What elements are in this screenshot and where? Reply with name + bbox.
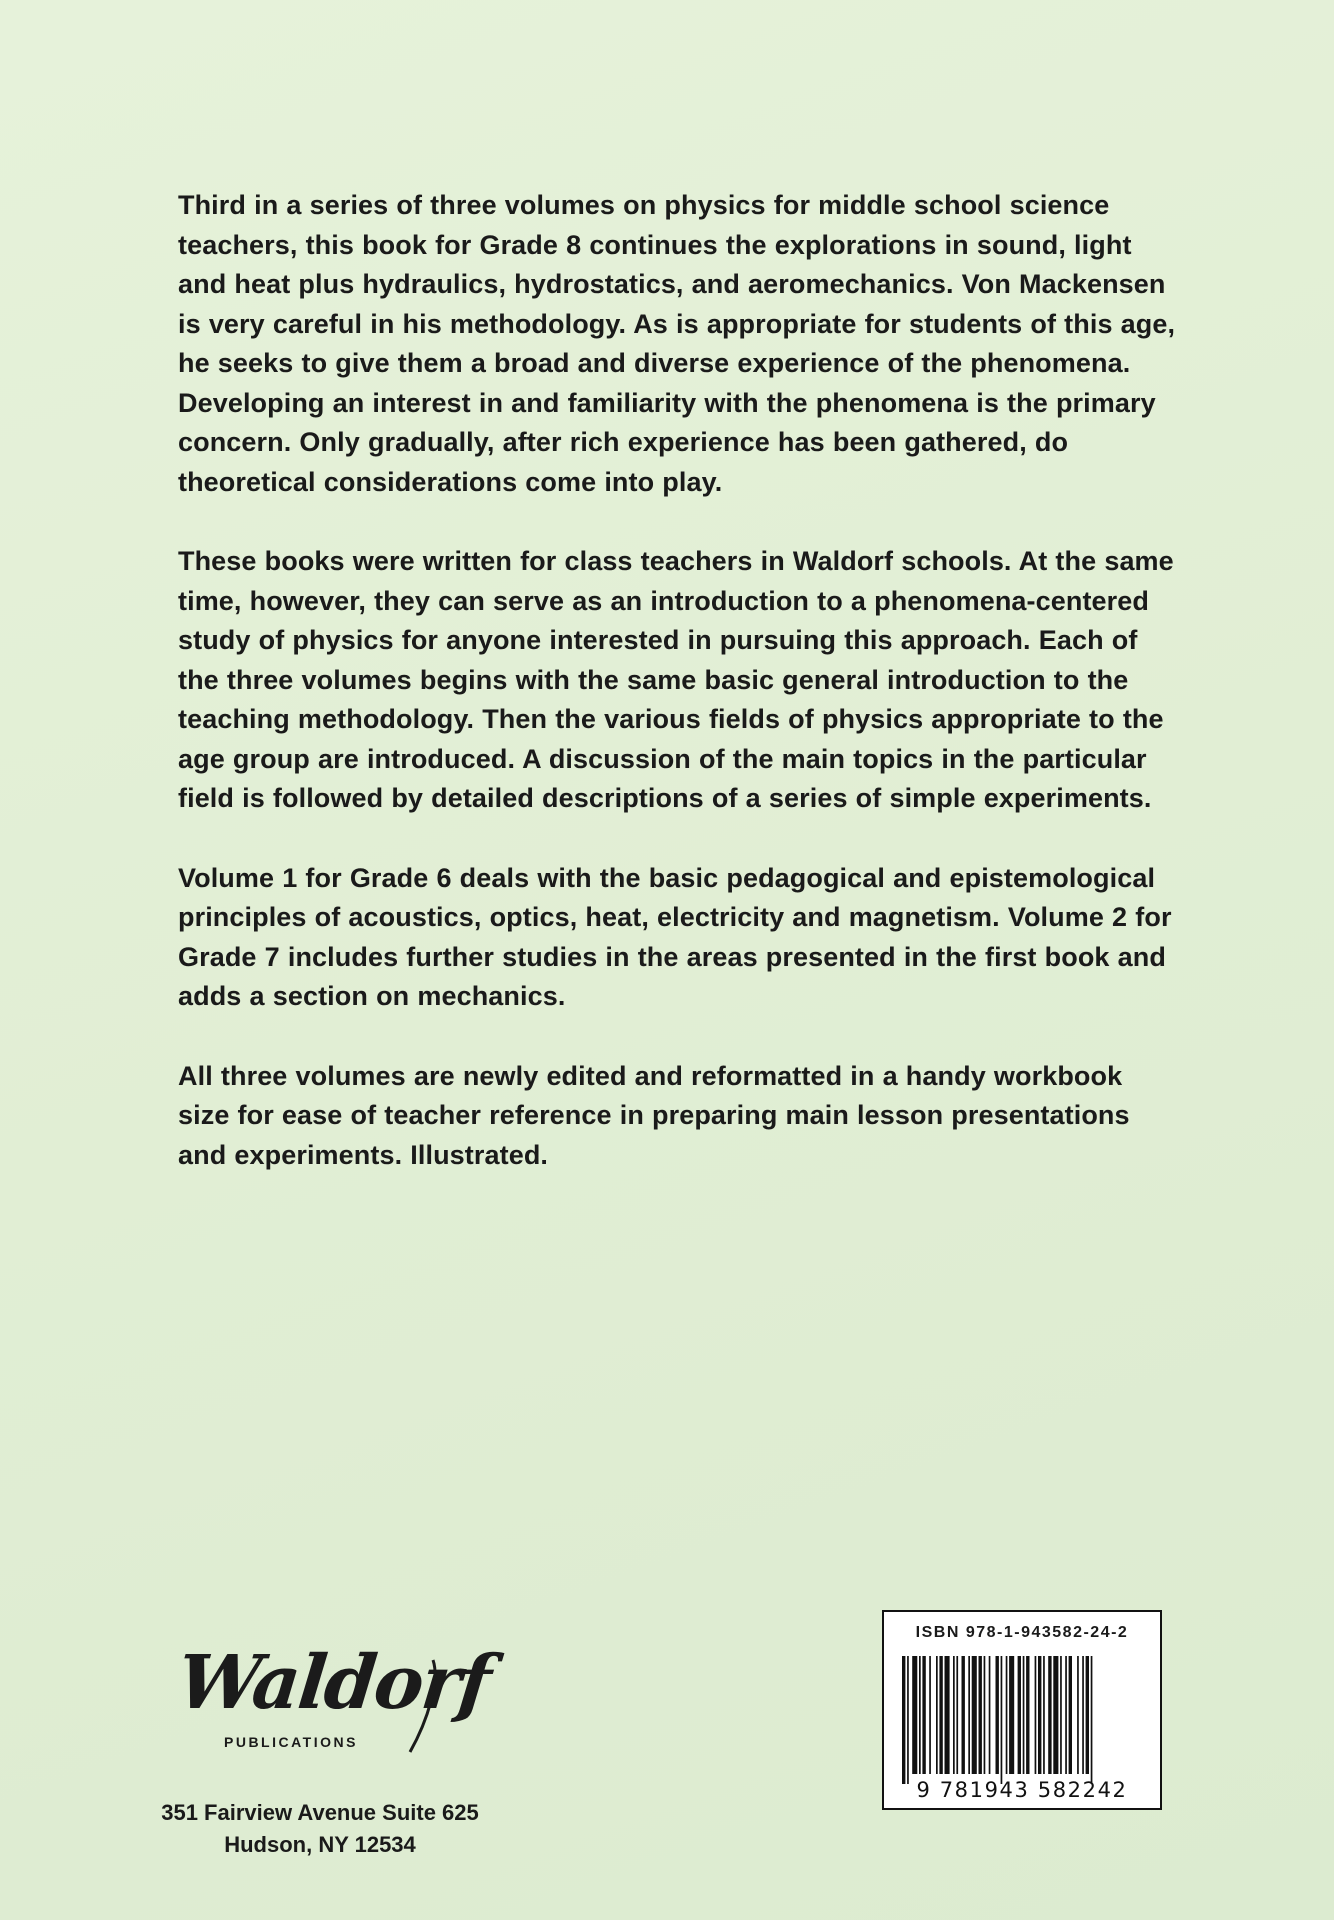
barcode-bar xyxy=(984,1656,986,1774)
isbn-barcode xyxy=(882,1610,1162,1810)
blurb-paragraph-3: Volume 1 for Grade 6 deals with the basic pedagogical and epistemological principles of acoustics, optics, heat, electricity and magnetism. Volume 2 for Grade 7 includes further studies in the areas presented in the first book and adds a section on mechanics. xyxy=(178,862,1172,1011)
barcode-bar xyxy=(962,1656,965,1774)
address-line-2: Hudson, NY 12534 xyxy=(224,1832,416,1857)
barcode-bar xyxy=(1065,1656,1067,1774)
barcode-digits: 9 781943 582242 xyxy=(916,1778,1128,1802)
blurb-paragraph-4: All three volumes are newly edited and reformatted in a handy workbook size for ease of teacher reference in preparing main lesson presentations and experiments. Illustrated. xyxy=(178,1060,1130,1170)
barcode-bar xyxy=(1077,1656,1079,1774)
barcode-bar xyxy=(1086,1656,1089,1774)
barcode-bar xyxy=(1082,1656,1084,1774)
barcode-bar xyxy=(1043,1656,1045,1774)
barcode-bar xyxy=(1009,1656,1014,1774)
barcode-bar xyxy=(996,1656,999,1774)
barcode-bar xyxy=(968,1656,970,1774)
barcode-bar xyxy=(1053,1656,1058,1774)
barcode-bar xyxy=(1023,1656,1025,1774)
barcode-bar xyxy=(1026,1656,1029,1774)
barcode-bar xyxy=(939,1656,942,1774)
barcode-bar xyxy=(1001,1656,1003,1784)
barcode-bar xyxy=(1060,1656,1062,1774)
barcode-bar xyxy=(902,1656,905,1784)
isbn-label: ISBN 978-1-943582-24-2 xyxy=(915,1624,1129,1641)
barcode-bar xyxy=(1035,1656,1037,1774)
barcode-bar xyxy=(922,1656,925,1774)
publisher-address xyxy=(150,1797,490,1861)
barcode-bar xyxy=(1038,1656,1041,1774)
barcode-bar xyxy=(912,1656,917,1774)
barcode-bar xyxy=(936,1656,938,1774)
barcode-bar xyxy=(907,1656,909,1784)
barcode-bar xyxy=(1069,1656,1072,1774)
blurb-paragraph-1: Third in a series of three volumes on physics for middle school science teachers, this book for Grade 8 continues the explorations in sound, light and heat plus hydraulics, hydrostatics, and aeromechanics. Von Mackensen is very careful in his methodology. As is appropriate for students of this age, he seeks to give them a broad and diverse experience of the phenomena. Developing an interest in and familiarity with the phenomena is the primary concern. Only gradually, after rich experience has been gathered, do theoretical considerations come into play. xyxy=(178,190,1176,497)
address-line-1: 351 Fairview Avenue Suite 625 xyxy=(161,1800,479,1825)
barcode-bar xyxy=(1048,1656,1051,1774)
barcode-bar xyxy=(1091,1656,1093,1784)
logo-wordmark: Waldorf xyxy=(173,1640,494,1726)
blurb-paragraph-2: These books were written for class teachers in Waldorf schools. At the same time, however, they can serve as an introduction to a phenomena-centered study of physics for anyone interested in pursuing this approach. Each of the three volumes begins with the same basic general introduction to the teaching methodology. Then the various fields of physics appropriate to the age group are introduced. A discussion of the main topics in the particular field is followed by detailed descriptions of a series of simple experiments. xyxy=(178,546,1174,813)
barcode-bars xyxy=(902,1656,1146,1784)
description-blurb xyxy=(178,186,1178,1215)
publisher-logo xyxy=(173,1640,494,1760)
barcode-bar xyxy=(929,1656,931,1774)
barcode-bar xyxy=(919,1656,921,1774)
logo-subtitle: PUBLICATIONS xyxy=(224,1734,358,1750)
barcode-bar xyxy=(989,1656,991,1774)
barcode-bar xyxy=(945,1656,950,1774)
barcode-bar xyxy=(953,1656,955,1774)
barcode-bar xyxy=(956,1656,958,1774)
barcode-bar xyxy=(972,1656,977,1774)
barcode-bar xyxy=(1018,1656,1021,1774)
barcode-bar xyxy=(1006,1656,1008,1774)
barcode-bar xyxy=(979,1656,982,1774)
